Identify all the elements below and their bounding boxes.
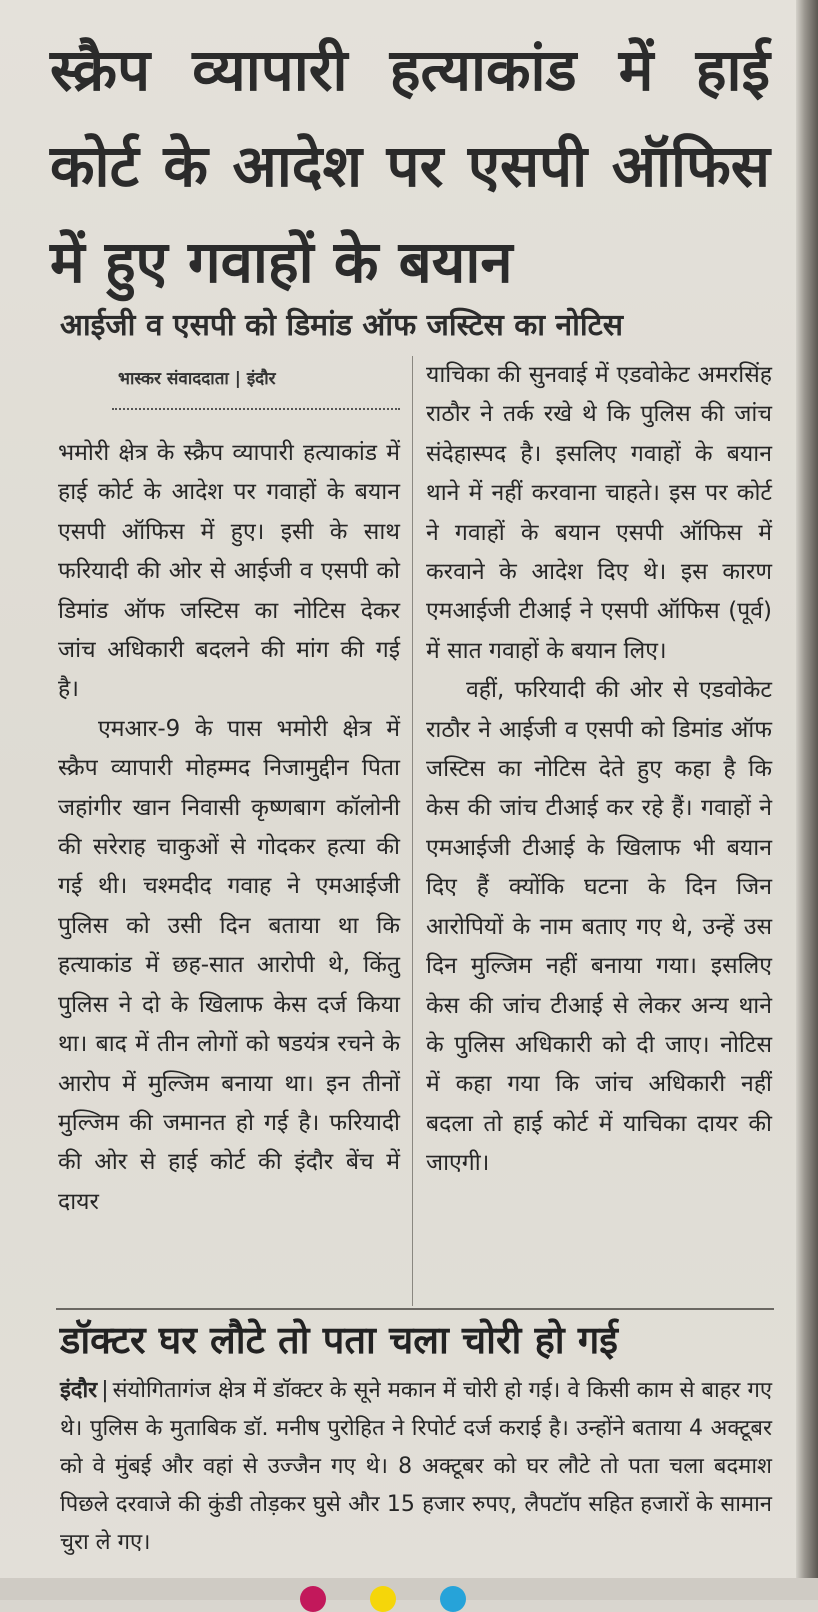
- printer-mark-cyan: [440, 1586, 466, 1612]
- printer-mark-magenta: [300, 1586, 326, 1612]
- right-paragraph-1: याचिका की सुनवाई में एडवोकेट अमरसिंह राठौर ने तर्क रखे थे कि पुलिस की जांच संदेहास्पद है। इसलिए गवाहों के बयान थाने में नहीं करवाना चाहते। इस पर कोर्ट ने गवाहों के बयान एसपी ऑफिस में करवाने के आदेश दिए थे। इस कारण एमआईजी टीआई ने एसपी ऑफिस (पूर्व) में सात गवाहों के बयान लिए।: [426, 362, 772, 664]
- article-byline: भास्कर संवाददाता | इंदौर: [118, 369, 276, 389]
- article-right-column: [426, 356, 772, 1184]
- column-divider: [412, 356, 413, 1306]
- printer-mark-yellow: [370, 1586, 396, 1612]
- left-paragraph-2: एमआर-9 के पास भमोरी क्षेत्र में स्क्रैप व्यापारी मोहम्मद निजामुद्दीन पिता जहांगीर खान निवासी कृष्णबाग कॉलोनी की सरेराह चाकुओं से गोदकर हत्या की गई थी। चश्मदीद गवाह ने एमआईजी पुलिस को उसी दिन बताया था कि हत्याकांड में छह-सात आरोपी थे, किंतु पुलिस ने दो के खिलाफ केस दर्ज किया था। बाद में तीन लोगों को षडयंत्र रचने के आरोप में मुल्जिम बनाया था। इन तीनों मुल्जिम की जमानत हो गई है। फरियादी की ओर से हाई कोर्ट की इंदौर बेंच में दायर: [58, 715, 400, 1215]
- brief-text: संयोगितागंज क्षेत्र में डॉक्टर के सूने मकान में चोरी हो गई। वे किसी काम से बाहर गए थे। पुलिस के मुताबिक डॉ. मनीष पुरोहित ने रिपोर्ट दर्ज कराई है। उन्होंने बताया 4 अक्टूबर को वे मुंबई और वहां से उज्जैन गए थे। 8 अक्टूबर को घर लौटे तो पता चला बदमाश पिछले दरवाजे की कुंडी तोड़कर घुसे और 15 हजार रुपए, लैपटॉप सहित हजारों के सामान चुरा ले गए।: [60, 1378, 772, 1555]
- brief-separator: |: [101, 1378, 109, 1403]
- article-headline: स्क्रैप व्यापारी हत्याकांड में हाई कोर्ट के आदेश पर एसपी ऑफिस में हुए गवाहों के बयान: [50, 36, 770, 296]
- brief-dateline: इंदौर: [60, 1378, 98, 1403]
- section-rule: [56, 1308, 774, 1310]
- left-paragraph-1: भमोरी क्षेत्र के स्क्रैप व्यापारी हत्याकांड में हाई कोर्ट के आदेश पर गवाहों के बयान एसपी ऑफिस में हुए। इसी के साथ फरियादी की ओर से आईजी व एसपी को डिमांड ऑफ जस्टिस का नोटिस देकर जांच अधिकारी बदलने की मांग की गई है।: [58, 440, 400, 703]
- brief-headline: डॉक्टर घर लौटे तो पता चला चोरी हो गई: [60, 1318, 618, 1362]
- page-edge-shadow: [796, 0, 818, 1600]
- article-left-column: [58, 434, 400, 1222]
- article-subheadline: आईजी व एसपी को डिमांड ऑफ जस्टिस का नोटिस: [60, 308, 624, 343]
- byline-dotted-rule: [112, 408, 400, 410]
- page-bottom-band: [0, 1578, 818, 1600]
- right-paragraph-2: वहीं, फरियादी की ओर से एडवोकेट राठौर ने आईजी व एसपी को डिमांड ऑफ जस्टिस का नोटिस देते हुए कहा है कि केस की जांच टीआई कर रहे हैं। गवाहों ने एमआईजी टीआई के खिलाफ भी बयान दिए हैं क्योंकि घटना के दिन जिन आरोपियों के नाम बताए गए थे, उन्हें उस दिन मुल्जिम नहीं बनाया गया। इसलिए केस की जांच टीआई से लेकर अन्य थाने के पुलिस अधिकारी को दी जाए। नोटिस में कहा गया कि जांच अधिकारी नहीं बदला तो हाई कोर्ट में याचिका दायर की जाएगी।: [426, 677, 772, 1177]
- brief-body: [60, 1372, 772, 1562]
